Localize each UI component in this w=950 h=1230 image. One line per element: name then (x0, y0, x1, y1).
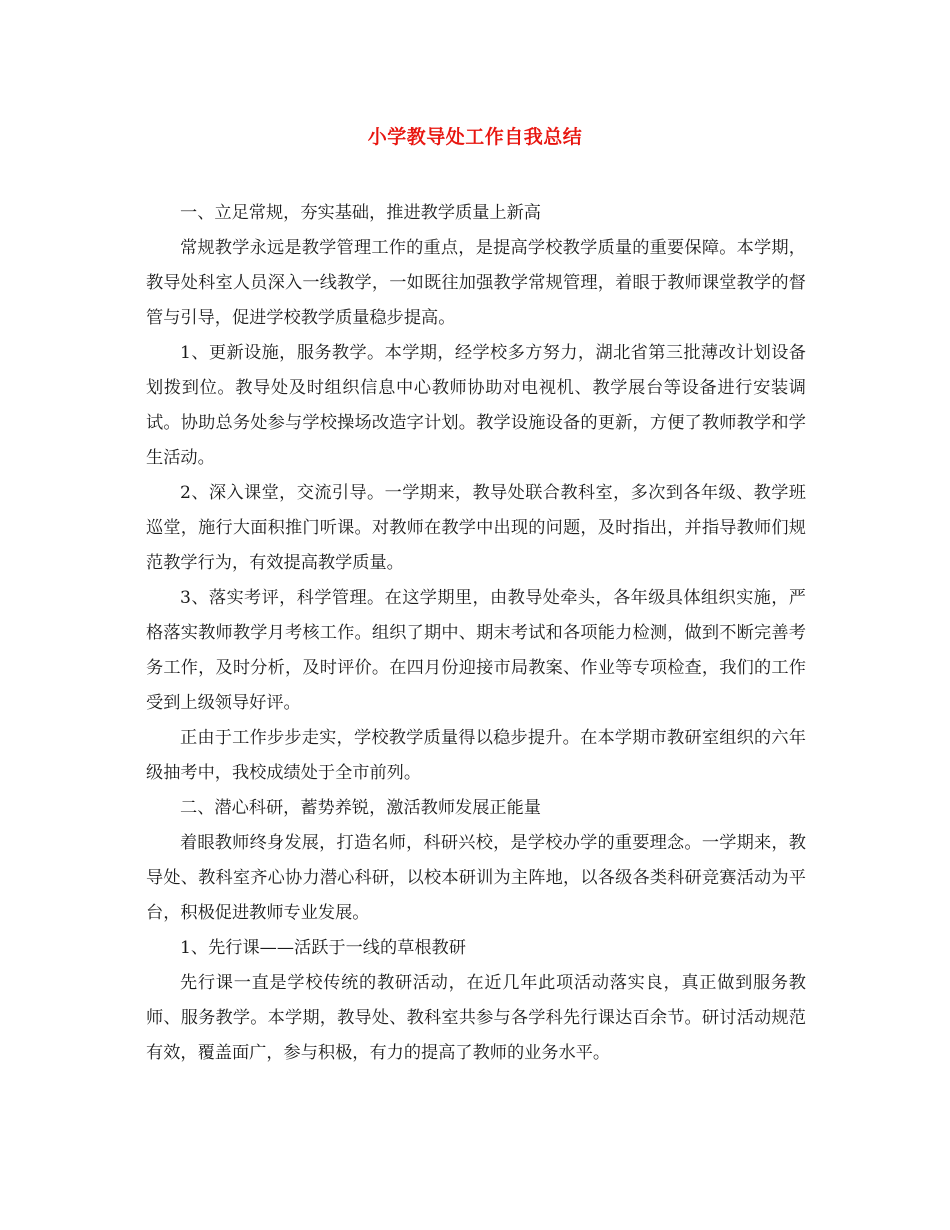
section-heading-1: 一、立足常规，夯实基础，推进教学质量上新高 (180, 203, 541, 223)
paragraph-item-classroom: 2、深入课堂，交流引导。一学期来，教导处联合教科室，多次到各年级、教学班巡堂，施行大面积推门听课。对教师在教学中出现的问题，及时指出，并指导教师们规范教学行为，有效提高教学质量。 (146, 483, 806, 573)
section-heading-2: 二、潜心科研，蓄势养锐，激活教师发展正能量 (180, 798, 541, 818)
paragraph-research: 着眼教师终身发展，打造名师，科研兴校，是学校办学的重要理念。一学期来，教导处、教科室齐心协力潜心科研，以校本研训为主阵地，以各级各类科研竞赛活动为平台，积极促进教师专业发展。 (146, 833, 806, 923)
paragraph-pilot-lessons: 先行课一直是学校传统的教研活动，在近几年此项活动落实良，真正做到服务教师、服务教学。本学期，教导处、教科室共参与各学科先行课达百余节。研讨活动规范有效，覆盖面广，参与积极，有力的提高了教师的业务水平。 (146, 973, 806, 1063)
subheading-pilot-lessons: 1、先行课——活跃于一线的草根教研 (180, 938, 466, 958)
paragraph-item-facilities: 1、更新设施，服务教学。本学期，经学校多方努力，湖北省第三批薄改计划设备划拨到位。教导处及时组织信息中心教师协助对电视机、教学展台等设备进行安装调试。协助总务处参与学校操场改造字计划。教学设施设备的更新，方便了教师教学和学生活动。 (146, 343, 806, 468)
paragraph-results: 正由于工作步步走实，学校教学质量得以稳步提升。在本学期市教研室组织的六年级抽考中，我校成绩处于全市前列。 (146, 728, 806, 783)
document-body (146, 196, 806, 1071)
paragraph-item-evaluation: 3、落实考评，科学管理。在这学期里，由教导处牵头，各年级具体组织实施，严格落实教师教学月考核工作。组织了期中、期末考试和各项能力检测，做到不断完善考务工作，及时分析，及时评价。在四月份迎接市局教案、作业等专项检查，我们的工作受到上级领导好评。 (146, 588, 806, 713)
document-title: 小学教导处工作自我总结 (367, 126, 583, 148)
paragraph-routine-teaching: 常规教学永远是教学管理工作的重点，是提高学校教学质量的重要保障。本学期，教导处科室人员深入一线教学，一如既往加强教学常规管理，着眼于教师课堂教学的督管与引导，促进学校教学质量稳步提高。 (146, 238, 806, 328)
